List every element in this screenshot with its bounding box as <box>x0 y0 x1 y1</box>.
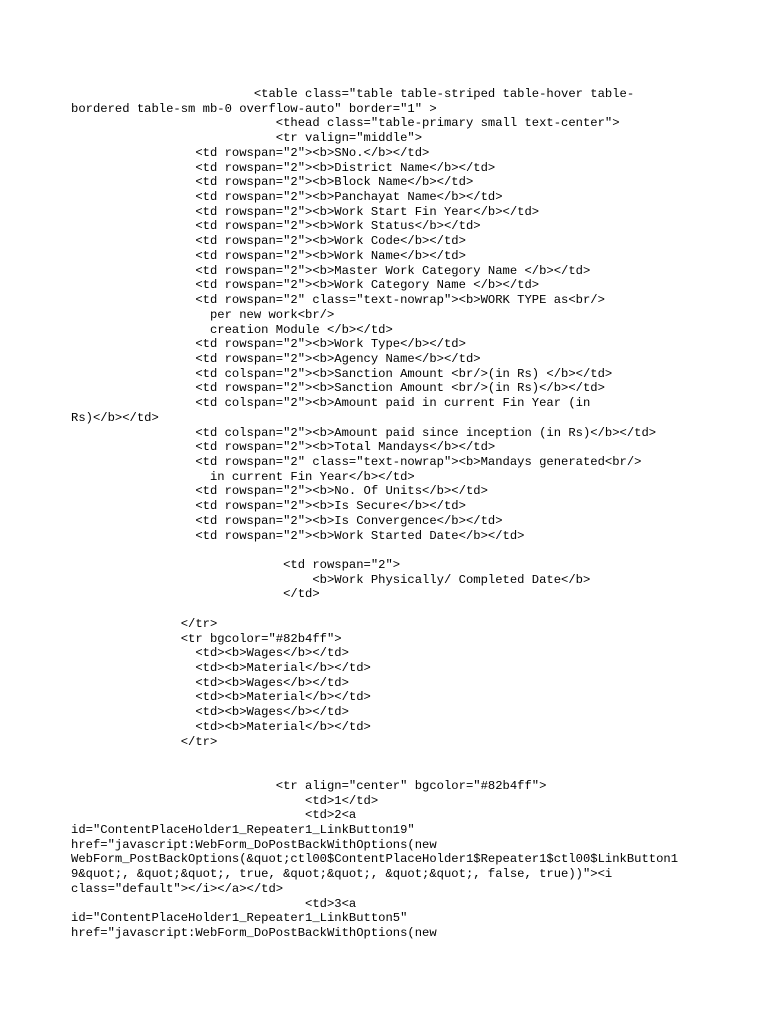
code-line: id="ContentPlaceHolder1_Repeater1_LinkButton19" <box>71 822 415 837</box>
code-line: <thead class="table-primary small text-center"> <box>71 116 620 131</box>
code-line: <td rowspan="2"><b>Sanction Amount <br/>(in Rs)</b></td> <box>71 381 605 396</box>
code-line: <td rowspan="2"><b>No. Of Units</b></td> <box>71 484 488 499</box>
code-line: <td rowspan="2"><b>Work Started Date</b></td> <box>71 528 525 543</box>
code-line: <tr bgcolor="#82b4ff"> <box>71 631 342 646</box>
code-line: <td rowspan="2"><b>Master Work Category Name </b></td> <box>71 263 591 278</box>
code-line: WebForm_PostBackOptions(&quot;ctl00$ContentPlaceHolder1$Repeater1$ctl00$LinkButton1 <box>71 852 679 867</box>
code-line: <td rowspan="2"><b>Work Category Name </b></td> <box>71 278 540 293</box>
code-line <box>71 764 678 779</box>
code-line: </tr> <box>71 616 218 631</box>
code-line: <td rowspan="2"><b>Work Type</b></td> <box>71 337 466 352</box>
html-source-listing <box>71 87 678 941</box>
code-line: <td rowspan="2" class="text-nowrap"><b>Mandays generated<br/> <box>71 454 642 469</box>
code-line: 9&quot;, &quot;&quot;, true, &quot;&quot;, &quot;&quot;, false, true))"><i <box>71 867 613 882</box>
code-line <box>71 543 678 558</box>
code-line: <td><b>Wages</b></td> <box>71 646 349 661</box>
code-line: <td><b>Wages</b></td> <box>71 675 349 690</box>
code-line: href="javascript:WebForm_DoPostBackWithOptions(new <box>71 925 437 940</box>
code-line: <td rowspan="2"><b>SNo.</b></td> <box>71 145 430 160</box>
code-line: <td rowspan="2"><b>Is Secure</b></td> <box>71 499 466 514</box>
code-line: <td rowspan="2"><b>Panchayat Name</b></td> <box>71 190 503 205</box>
code-line <box>71 602 678 617</box>
code-line: Rs)</b></td> <box>71 410 159 425</box>
code-line: <td><b>Wages</b></td> <box>71 705 349 720</box>
code-line: <td rowspan="2"><b>Work Start Fin Year</b></td> <box>71 204 540 219</box>
code-line: per new work<br/> <box>71 307 335 322</box>
code-line: <td rowspan="2"><b>Agency Name</b></td> <box>71 351 481 366</box>
code-line: <td rowspan="2"><b>Block Name</b></td> <box>71 175 474 190</box>
code-line: <td rowspan="2"><b>Is Convergence</b></td> <box>71 513 503 528</box>
code-line: </tr> <box>71 734 218 749</box>
code-line: <td colspan="2"><b>Amount paid since inception (in Rs)</b></td> <box>71 425 657 440</box>
code-line: <td rowspan="2"><b>Total Mandays</b></td> <box>71 440 496 455</box>
code-line: <td rowspan="2"><b>Work Status</b></td> <box>71 219 481 234</box>
code-line: <td colspan="2"><b>Amount paid in current Fin Year (in <box>71 396 591 411</box>
code-line: class="default"></i></a></td> <box>71 881 284 896</box>
code-line: <td><b>Material</b></td> <box>71 690 371 705</box>
code-line: <td><b>Material</b></td> <box>71 719 371 734</box>
code-line: <td>1</td> <box>71 793 379 808</box>
code-line <box>71 749 678 764</box>
code-line: <td rowspan="2"><b>District Name</b></td> <box>71 160 496 175</box>
code-line: <td rowspan="2"><b>Work Code</b></td> <box>71 234 466 249</box>
code-line: <td><b>Material</b></td> <box>71 661 371 676</box>
code-line: <tr align="center" bgcolor="#82b4ff"> <box>71 778 547 793</box>
code-line: id="ContentPlaceHolder1_Repeater1_LinkButton5" <box>71 911 408 926</box>
code-line: bordered table-sm mb-0 overflow-auto" border="1" > <box>71 101 437 116</box>
code-line: <td rowspan="2"> <box>71 558 401 572</box>
code-line: <b>Work Physically/ Completed Date</b> <box>71 572 591 587</box>
code-line: <tr valign="middle"> <box>71 131 423 146</box>
code-line: creation Module </b></td> <box>71 322 393 337</box>
code-line: <td rowspan="2"><b>Work Name</b></td> <box>71 248 466 263</box>
code-line: <td colspan="2"><b>Sanction Amount <br/>(in Rs) </b></td> <box>71 366 613 381</box>
code-line: <td rowspan="2" class="text-nowrap"><b>WORK TYPE as<br/> <box>71 293 605 308</box>
code-line: <table class="table table-striped table-hover table- <box>71 87 635 101</box>
code-line: in current Fin Year</b></td> <box>71 469 415 484</box>
code-line: href="javascript:WebForm_DoPostBackWithOptions(new <box>71 837 437 852</box>
code-line: </td> <box>71 587 320 602</box>
code-line: <td>3<a <box>71 896 357 911</box>
code-line: <td>2<a <box>71 808 357 823</box>
